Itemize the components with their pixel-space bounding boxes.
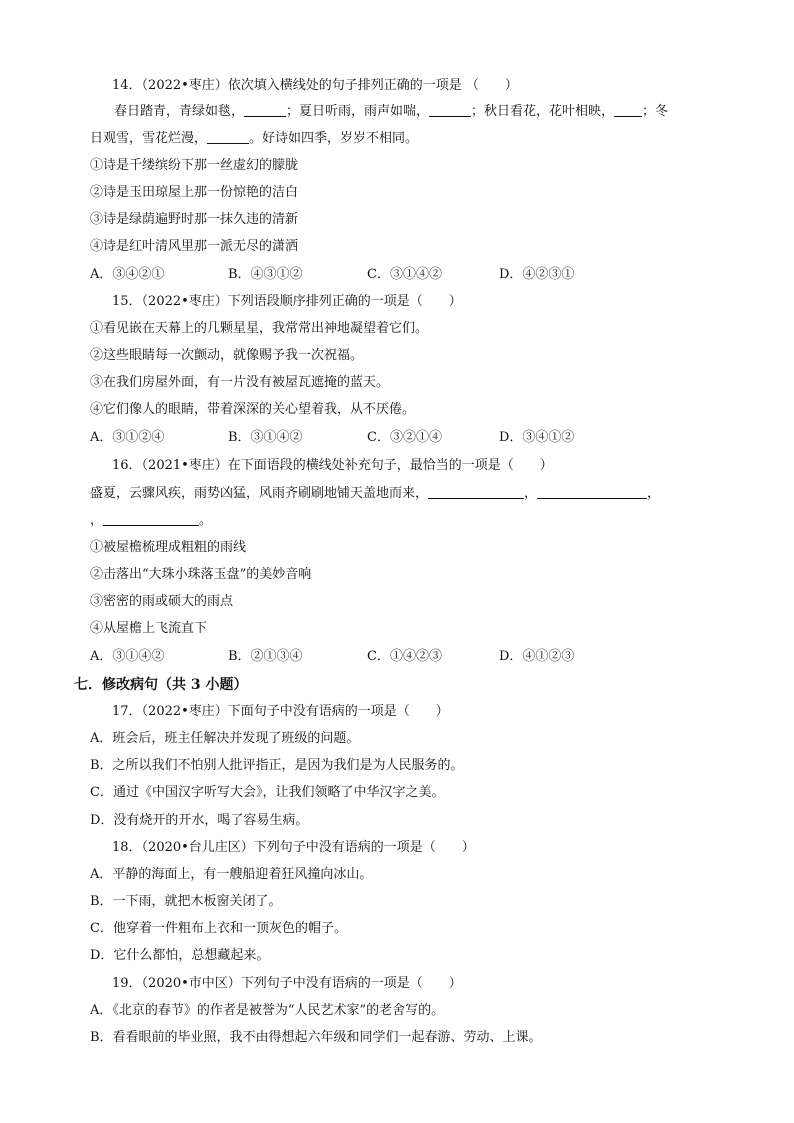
option-a[interactable]: A．③④②①	[90, 267, 165, 282]
option-c[interactable]: C．③②①④	[367, 430, 442, 445]
blank	[103, 512, 199, 526]
q14-text: 。好诗如四季，岁岁不相同。	[249, 131, 419, 146]
q15-item: ①看见嵌在天幕上的几颗星星，我常常出神地凝望着它们。	[90, 321, 429, 336]
option-a[interactable]: A．《北京的春节》的作者是被誉为“人民艺术家”的老舍写的。	[90, 1003, 445, 1018]
option-b[interactable]: B．之所以我们不怕别人批评指正，是因为我们是为人民服务的。	[90, 758, 464, 773]
blank	[244, 103, 286, 117]
option-d[interactable]: D．④①②③	[499, 649, 575, 664]
q14-text: 日观雪，雪花烂漫，	[90, 131, 208, 146]
q16-text: 。	[199, 513, 213, 528]
blank	[428, 485, 524, 499]
option-d[interactable]: D．③④①②	[499, 430, 575, 445]
q16-passage-line2	[90, 512, 212, 530]
option-a[interactable]: A．平静的海面上，有一艘船迎着狂风撞向冰山。	[90, 867, 373, 882]
q14-text: 春日踏青，青绿如毯，	[114, 104, 245, 119]
q16-text: 盛夏，云骤风疾，雨势凶猛，风雨齐刷刷地铺天盖地而来，	[90, 486, 429, 501]
option-b[interactable]: B．②①③④	[228, 649, 303, 664]
option-a[interactable]: A．班会后，班主任解决并发现了班级的问题。	[90, 731, 360, 746]
blank	[429, 103, 471, 117]
q15-options	[90, 429, 710, 447]
blank	[614, 103, 642, 117]
q16-head: 16．（2021•枣庄）在下面语段的横线处补充句子，最恰当的一项是（ ）	[112, 458, 553, 473]
q15-item: ③在我们房屋外面，有一片没有被屋瓦遮掩的蓝天。	[90, 375, 390, 390]
blank	[537, 485, 647, 499]
q14-text: ；秋日看花，花叶相映，	[471, 104, 615, 119]
option-d[interactable]: D．没有烧开的开水，喝了容易生病。	[90, 813, 309, 828]
q16-options	[90, 648, 710, 666]
q14-text: ；夏日听雨，雨声如喘，	[286, 104, 430, 119]
q15-item: ②这些眼睛每一次颤动，就像赐予我一次祝福。	[90, 348, 364, 363]
option-a[interactable]: A．③①④②	[90, 649, 165, 664]
q16-text: ，	[524, 486, 538, 501]
section-heading: 七．修改病句（共 3 小题）	[74, 677, 248, 693]
q16-item: ③密密的雨或硕大的雨点	[90, 594, 234, 609]
option-b[interactable]: B．③①④②	[228, 430, 303, 445]
q14-head: 14．（2022•枣庄）依次填入横线处的句子排列正确的一项是 （ ）	[112, 78, 518, 93]
q14-options	[90, 266, 710, 284]
q19-head: 19．（2020•市中区）下列句子中没有语病的一项是（ ）	[112, 976, 462, 991]
q16-item: ②击落出“大珠小珠落玉盘”的美妙音响	[90, 567, 312, 582]
q14-passage-line1	[114, 103, 738, 121]
option-b[interactable]: B．④③①②	[228, 267, 303, 282]
option-b[interactable]: B．看看眼前的毕业照，我不由得想起六年级和同学们一起春游、劳动、上课。	[90, 1030, 542, 1045]
q15-head: 15．（2022•枣庄）下列语段顺序排列正确的一项是（ ）	[112, 294, 462, 309]
q14-item: ④诗是红叶清风里那一派无尽的潇洒	[90, 239, 299, 254]
q16-passage-line1	[90, 485, 660, 503]
q14-item: ②诗是玉田琼屋上那一份惊艳的洁白	[90, 185, 299, 200]
q16-item: ④从屋檐上飞流直下	[90, 621, 208, 636]
q16-item: ①被屋檐梳理成粗粗的雨线	[90, 540, 247, 555]
q18-head: 18．（2020•台儿庄区）下列句子中没有语病的一项是（ ）	[112, 840, 475, 855]
blank	[207, 130, 249, 144]
option-d[interactable]: D．④②③①	[499, 267, 575, 282]
q14-passage-line2	[90, 130, 418, 148]
option-c[interactable]: C．通过《中国汉字听写大会》，让我们领略了中华汉字之美。	[90, 785, 445, 800]
q15-item: ④它们像人的眼睛，带着深深的关心望着我，从不厌倦。	[90, 402, 416, 417]
q17-head: 17．（2022•枣庄）下面句子中没有语病的一项是（ ）	[112, 704, 449, 719]
option-d[interactable]: D．它什么都怕，总想藏起来。	[90, 948, 270, 963]
q16-text: ，	[90, 513, 104, 528]
q14-text: ；冬	[642, 104, 669, 119]
q14-item: ③诗是绿荫遍野时那一抹久违的清新	[90, 212, 299, 227]
q16-text: ，	[647, 486, 661, 501]
q14-item: ①诗是千缕缤纷下那一丝虚幻的朦胧	[90, 158, 299, 173]
option-a[interactable]: A．③①②④	[90, 430, 165, 445]
option-c[interactable]: C．③①④②	[367, 267, 442, 282]
option-c[interactable]: C．他穿着一件粗布上衣和一顶灰色的帽子。	[90, 921, 347, 936]
option-c[interactable]: C．①④②③	[367, 649, 442, 664]
option-b[interactable]: B．一下雨，就把木板窗关闭了。	[90, 894, 282, 909]
